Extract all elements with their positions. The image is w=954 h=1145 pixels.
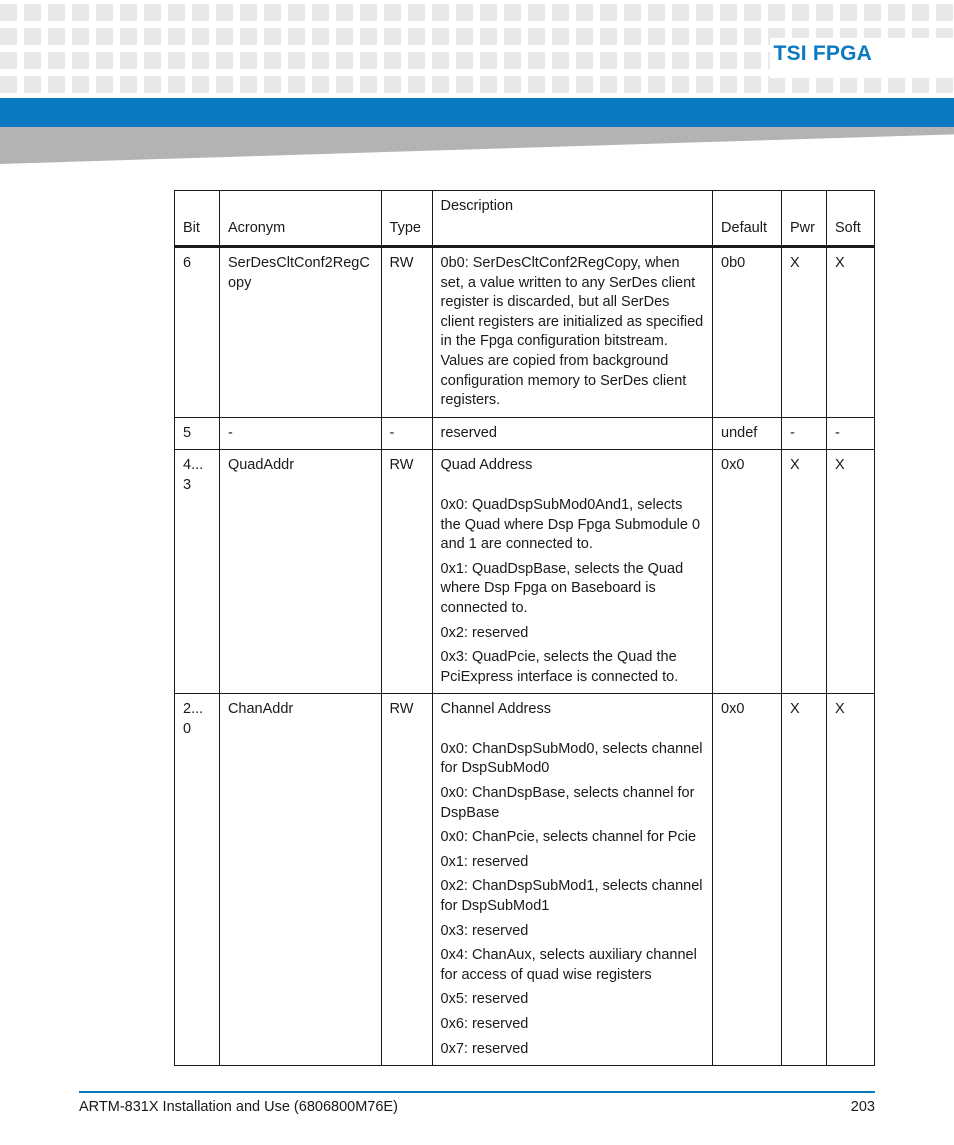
table-row — [175, 417, 875, 450]
cell-pwr: X — [782, 247, 827, 418]
column-header-bit: Bit — [175, 191, 220, 247]
column-header-pwr: Pwr — [782, 191, 827, 247]
cell-acronym: SerDesCltConf2RegCopy — [219, 247, 381, 418]
description-item: reserved — [440, 424, 497, 441]
cell-bit: 6 — [175, 247, 220, 418]
cell-pwr: - — [782, 417, 827, 450]
description-item: 0x3: QuadPcie, selects the Quad the PciExpress interface is connected to. — [440, 649, 679, 685]
footer-divider — [79, 1091, 875, 1093]
description-title: Quad Address — [440, 457, 533, 474]
cell-soft: X — [827, 694, 875, 1066]
cell-bit: 2...0 — [175, 694, 220, 1066]
cell-description — [432, 450, 713, 694]
cell-soft: X — [827, 450, 875, 694]
footer-page-number: 203 — [850, 1099, 875, 1115]
cell-type: RW — [381, 450, 432, 694]
cell-type: RW — [381, 247, 432, 418]
table-header-row — [175, 191, 875, 247]
cell-default: 0x0 — [713, 694, 782, 1066]
cell-bit: 5 — [175, 417, 220, 450]
header-blue-bar — [0, 98, 954, 127]
cell-description — [432, 417, 713, 450]
description-item: 0x3: reserved — [440, 922, 529, 939]
cell-soft: X — [827, 247, 875, 418]
cell-default: 0b0 — [713, 247, 782, 418]
table-body — [175, 247, 875, 1066]
description-item: 0x0: ChanPcie, selects channel for Pcie — [440, 829, 697, 846]
cell-description — [432, 247, 713, 418]
description-item: 0x2: ChanDspSubMod1, selects channel for DspSubMod1 — [440, 878, 703, 915]
description-item: 0x1: QuadDspBase, selects the Quad where Dsp Fpga on Baseboard is connected to. — [440, 560, 684, 616]
column-header-type: Type — [381, 191, 432, 247]
footer-document-name: ARTM-831X Installation and Use (6806800M76E) — [79, 1099, 398, 1115]
cell-acronym: - — [219, 417, 381, 450]
cell-bit: 4...3 — [175, 450, 220, 694]
table-row — [175, 450, 875, 694]
cell-acronym: QuadAddr — [219, 450, 381, 694]
description-item: 0x0: ChanDspBase, selects channel for DspBase — [440, 785, 695, 821]
column-header-description: Description — [432, 191, 713, 247]
cell-soft: - — [827, 417, 875, 450]
column-header-acronym: Acronym — [219, 191, 381, 247]
description-item: 0x2: reserved — [440, 624, 529, 641]
header-grey-swoosh — [0, 127, 954, 164]
description-item: 0x6: reserved — [440, 1016, 529, 1032]
table-row — [175, 694, 875, 1066]
description-item: 0b0: SerDesCltConf2RegCopy, when set, a value written to any SerDes client register is discarded, but all SerDes client registers are initialized as specified in the Fpga configuration bitstream. Values are copied from background configuration memory to SerDes client registers. — [440, 255, 704, 409]
description-title: Channel Address — [440, 701, 551, 718]
cell-description — [432, 694, 713, 1066]
cell-type: - — [381, 417, 432, 450]
description-item: 0x4: ChanAux, selects auxiliary channel for access of quad wise registers — [440, 947, 697, 983]
description-item: 0x7: reserved — [440, 1040, 529, 1057]
page-title: TSI FPGA — [773, 42, 872, 65]
description-item: 0x1: reserved — [440, 853, 529, 870]
column-header-default: Default — [713, 191, 782, 247]
cell-acronym: ChanAddr — [219, 694, 381, 1066]
cell-default: undef — [713, 417, 782, 450]
cell-pwr: X — [782, 450, 827, 694]
description-item: 0x0: ChanDspSubMod0, selects channel for DspSubMod0 — [440, 740, 703, 777]
table-row — [175, 247, 875, 418]
cell-default: 0x0 — [713, 450, 782, 694]
register-table — [174, 190, 875, 1066]
cell-pwr: X — [782, 694, 827, 1066]
column-header-soft: Soft — [827, 191, 875, 247]
cell-type: RW — [381, 694, 432, 1066]
description-item: 0x5: reserved — [440, 991, 529, 1008]
description-item: 0x0: QuadDspSubMod0And1, selects the Quad where Dsp Fpga Submodule 0 and 1 are connected to. — [440, 496, 701, 553]
